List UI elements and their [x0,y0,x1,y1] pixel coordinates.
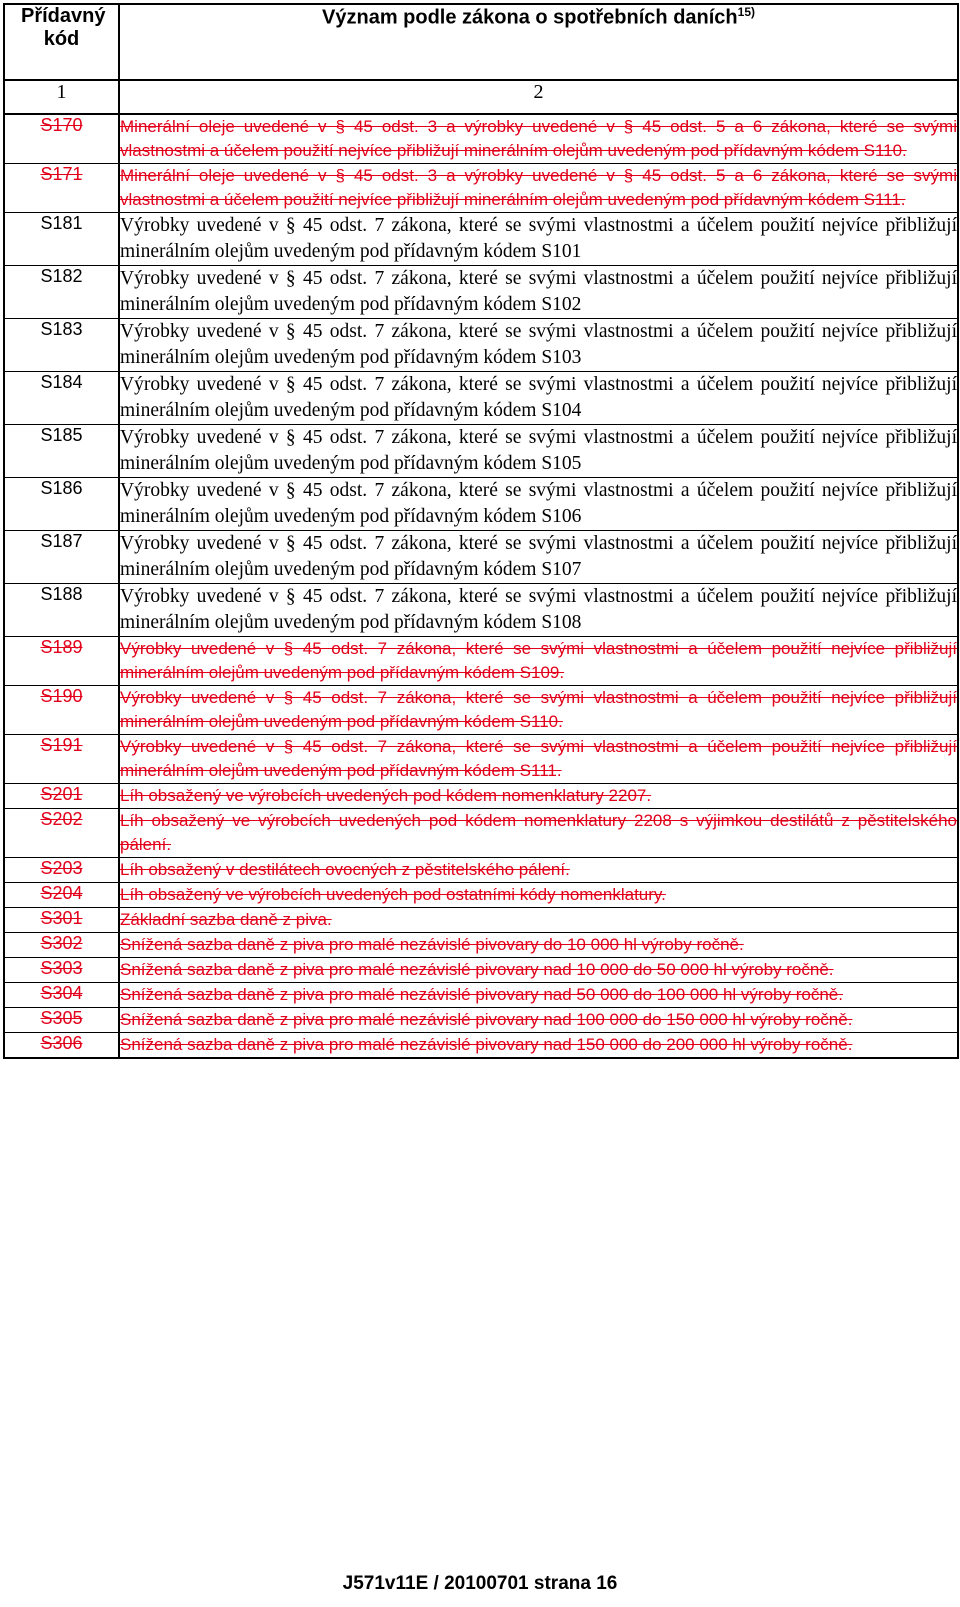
additional-code: S191 [4,735,119,784]
code-meaning: Líh obsažený ve výrobcích uvedených pod kódem nomenklatury 2208 s výjimkou destilátů z pěstitelského pálení. [119,809,958,858]
table-row [4,1008,958,1033]
table-header-row [4,4,958,80]
table-row [4,933,958,958]
code-meaning: Základní sazba daně z piva. [119,908,958,933]
code-meaning: Výrobky uvedené v § 45 odst. 7 zákona, které se svými vlastnostmi a účelem použití nejvíce přibližují minerálním olejům uvedeným pod přídavným kódem S108 [119,584,958,637]
additional-code: S203 [4,858,119,883]
header-meaning-title: Význam podle zákona o spotřebních daních [322,6,738,29]
additional-code: S187 [4,531,119,584]
table-row [4,958,958,983]
code-meaning: Výrobky uvedené v § 45 odst. 7 zákona, které se svými vlastnostmi a účelem použití nejvíce přibližují minerálním olejům uvedeným pod přídavným kódem S106 [119,478,958,531]
table-row [4,1033,958,1059]
table-row [4,531,958,584]
additional-code: S182 [4,266,119,319]
code-meaning: Výrobky uvedené v § 45 odst. 7 zákona, které se svými vlastnostmi a účelem použití nejvíce přibližují minerálním olejům uvedeným pod přídavným kódem S104 [119,372,958,425]
additional-code: S171 [4,164,119,213]
table-row [4,637,958,686]
table-row [4,784,958,809]
page-footer: J571v11E / 20100701 strana 16 [342,1573,618,1594]
additional-code: S189 [4,637,119,686]
additional-code: S186 [4,478,119,531]
code-meaning: Snížená sazba daně z piva pro malé nezávislé pivovary nad 100 000 do 150 000 hl výroby ročně. [119,1008,958,1033]
code-meaning: Výrobky uvedené v § 45 odst. 7 zákona, které se svými vlastnostmi a účelem použití nejvíce přibližují minerálním olejům uvedeným pod přídavným kódem S109. [119,637,958,686]
additional-code: S181 [4,213,119,266]
additional-code: S301 [4,908,119,933]
table-body [4,114,958,1058]
additional-code: S201 [4,784,119,809]
additional-code: S204 [4,883,119,908]
code-meaning: Snížená sazba daně z piva pro malé nezávislé pivovary do 10 000 hl výroby ročně. [119,933,958,958]
additional-code: S188 [4,584,119,637]
code-meaning: Výrobky uvedené v § 45 odst. 7 zákona, které se svými vlastnostmi a účelem použití nejvíce přibližují minerálním olejům uvedeným pod přídavným kódem S111. [119,735,958,784]
additional-code: S190 [4,686,119,735]
additional-code: S304 [4,983,119,1008]
code-meaning: Snížená sazba daně z piva pro malé nezávislé pivovary nad 150 000 do 200 000 hl výroby ročně. [119,1033,958,1059]
code-meaning: Výrobky uvedené v § 45 odst. 7 zákona, které se svými vlastnostmi a účelem použití nejvíce přibližují minerálním olejům uvedeným pod přídavným kódem S101 [119,213,958,266]
code-meaning: Snížená sazba daně z piva pro malé nezávislé pivovary nad 50 000 do 100 000 hl výroby ročně. [119,983,958,1008]
code-meaning: Výrobky uvedené v § 45 odst. 7 zákona, které se svými vlastnostmi a účelem použití nejvíce přibližují minerálním olejům uvedeným pod přídavným kódem S105 [119,425,958,478]
column-number-row [4,80,958,114]
additional-code: S302 [4,933,119,958]
table-row [4,425,958,478]
table-row [4,735,958,784]
additional-code: S306 [4,1033,119,1059]
code-meaning: Výrobky uvedené v § 45 odst. 7 zákona, které se svými vlastnostmi a účelem použití nejvíce přibližují minerálním olejům uvedeným pod přídavným kódem S102 [119,266,958,319]
column-number-2: 2 [119,80,958,114]
table-row [4,478,958,531]
code-meaning: Snížená sazba daně z piva pro malé nezávislé pivovary nad 10 000 do 50 000 hl výroby ročně. [119,958,958,983]
code-meaning: Výrobky uvedené v § 45 odst. 7 zákona, které se svými vlastnostmi a účelem použití nejvíce přibližují minerálním olejům uvedeným pod přídavným kódem S110. [119,686,958,735]
code-meaning: Líh obsažený ve výrobcích uvedených pod ostatními kódy nomenklatury. [119,883,958,908]
table-row [4,686,958,735]
table-row [4,908,958,933]
table-row [4,164,958,213]
code-meaning: Minerální oleje uvedené v § 45 odst. 3 a výrobky uvedené v § 45 odst. 5 a 6 zákona, které se svými vlastnostmi a účelem použití nejvíce přibližují minerálním olejům uvedeným pod přídavným kódem S110. [119,114,958,164]
table-row [4,266,958,319]
footnote-mark: 15) [737,5,755,19]
code-meaning: Minerální oleje uvedené v § 45 odst. 3 a výrobky uvedené v § 45 odst. 5 a 6 zákona, které se svými vlastnostmi a účelem použití nejvíce přibližují minerálním olejům uvedeným pod přídavným kódem S111. [119,164,958,213]
additional-code: S303 [4,958,119,983]
table-row [4,809,958,858]
table-row [4,584,958,637]
table-row [4,114,958,164]
table-row [4,319,958,372]
code-table [3,3,959,1059]
header-code-column: Přídavný kód [4,4,119,80]
column-number-1: 1 [4,80,119,114]
additional-code: S170 [4,114,119,164]
code-meaning: Výrobky uvedené v § 45 odst. 7 zákona, které se svými vlastnostmi a účelem použití nejvíce přibližují minerálním olejům uvedeným pod přídavným kódem S103 [119,319,958,372]
table-row [4,983,958,1008]
additional-code: S202 [4,809,119,858]
additional-code: S305 [4,1008,119,1033]
table-row [4,883,958,908]
code-meaning: Líh obsažený ve výrobcích uvedených pod kódem nomenklatury 2207. [119,784,958,809]
table-row [4,372,958,425]
table-row [4,858,958,883]
additional-code: S185 [4,425,119,478]
additional-code: S184 [4,372,119,425]
code-meaning: Výrobky uvedené v § 45 odst. 7 zákona, které se svými vlastnostmi a účelem použití nejvíce přibližují minerálním olejům uvedeným pod přídavným kódem S107 [119,531,958,584]
additional-code: S183 [4,319,119,372]
header-meaning-column [119,4,958,80]
code-meaning: Líh obsažený v destilátech ovocných z pěstitelského pálení. [119,858,958,883]
table-row [4,213,958,266]
